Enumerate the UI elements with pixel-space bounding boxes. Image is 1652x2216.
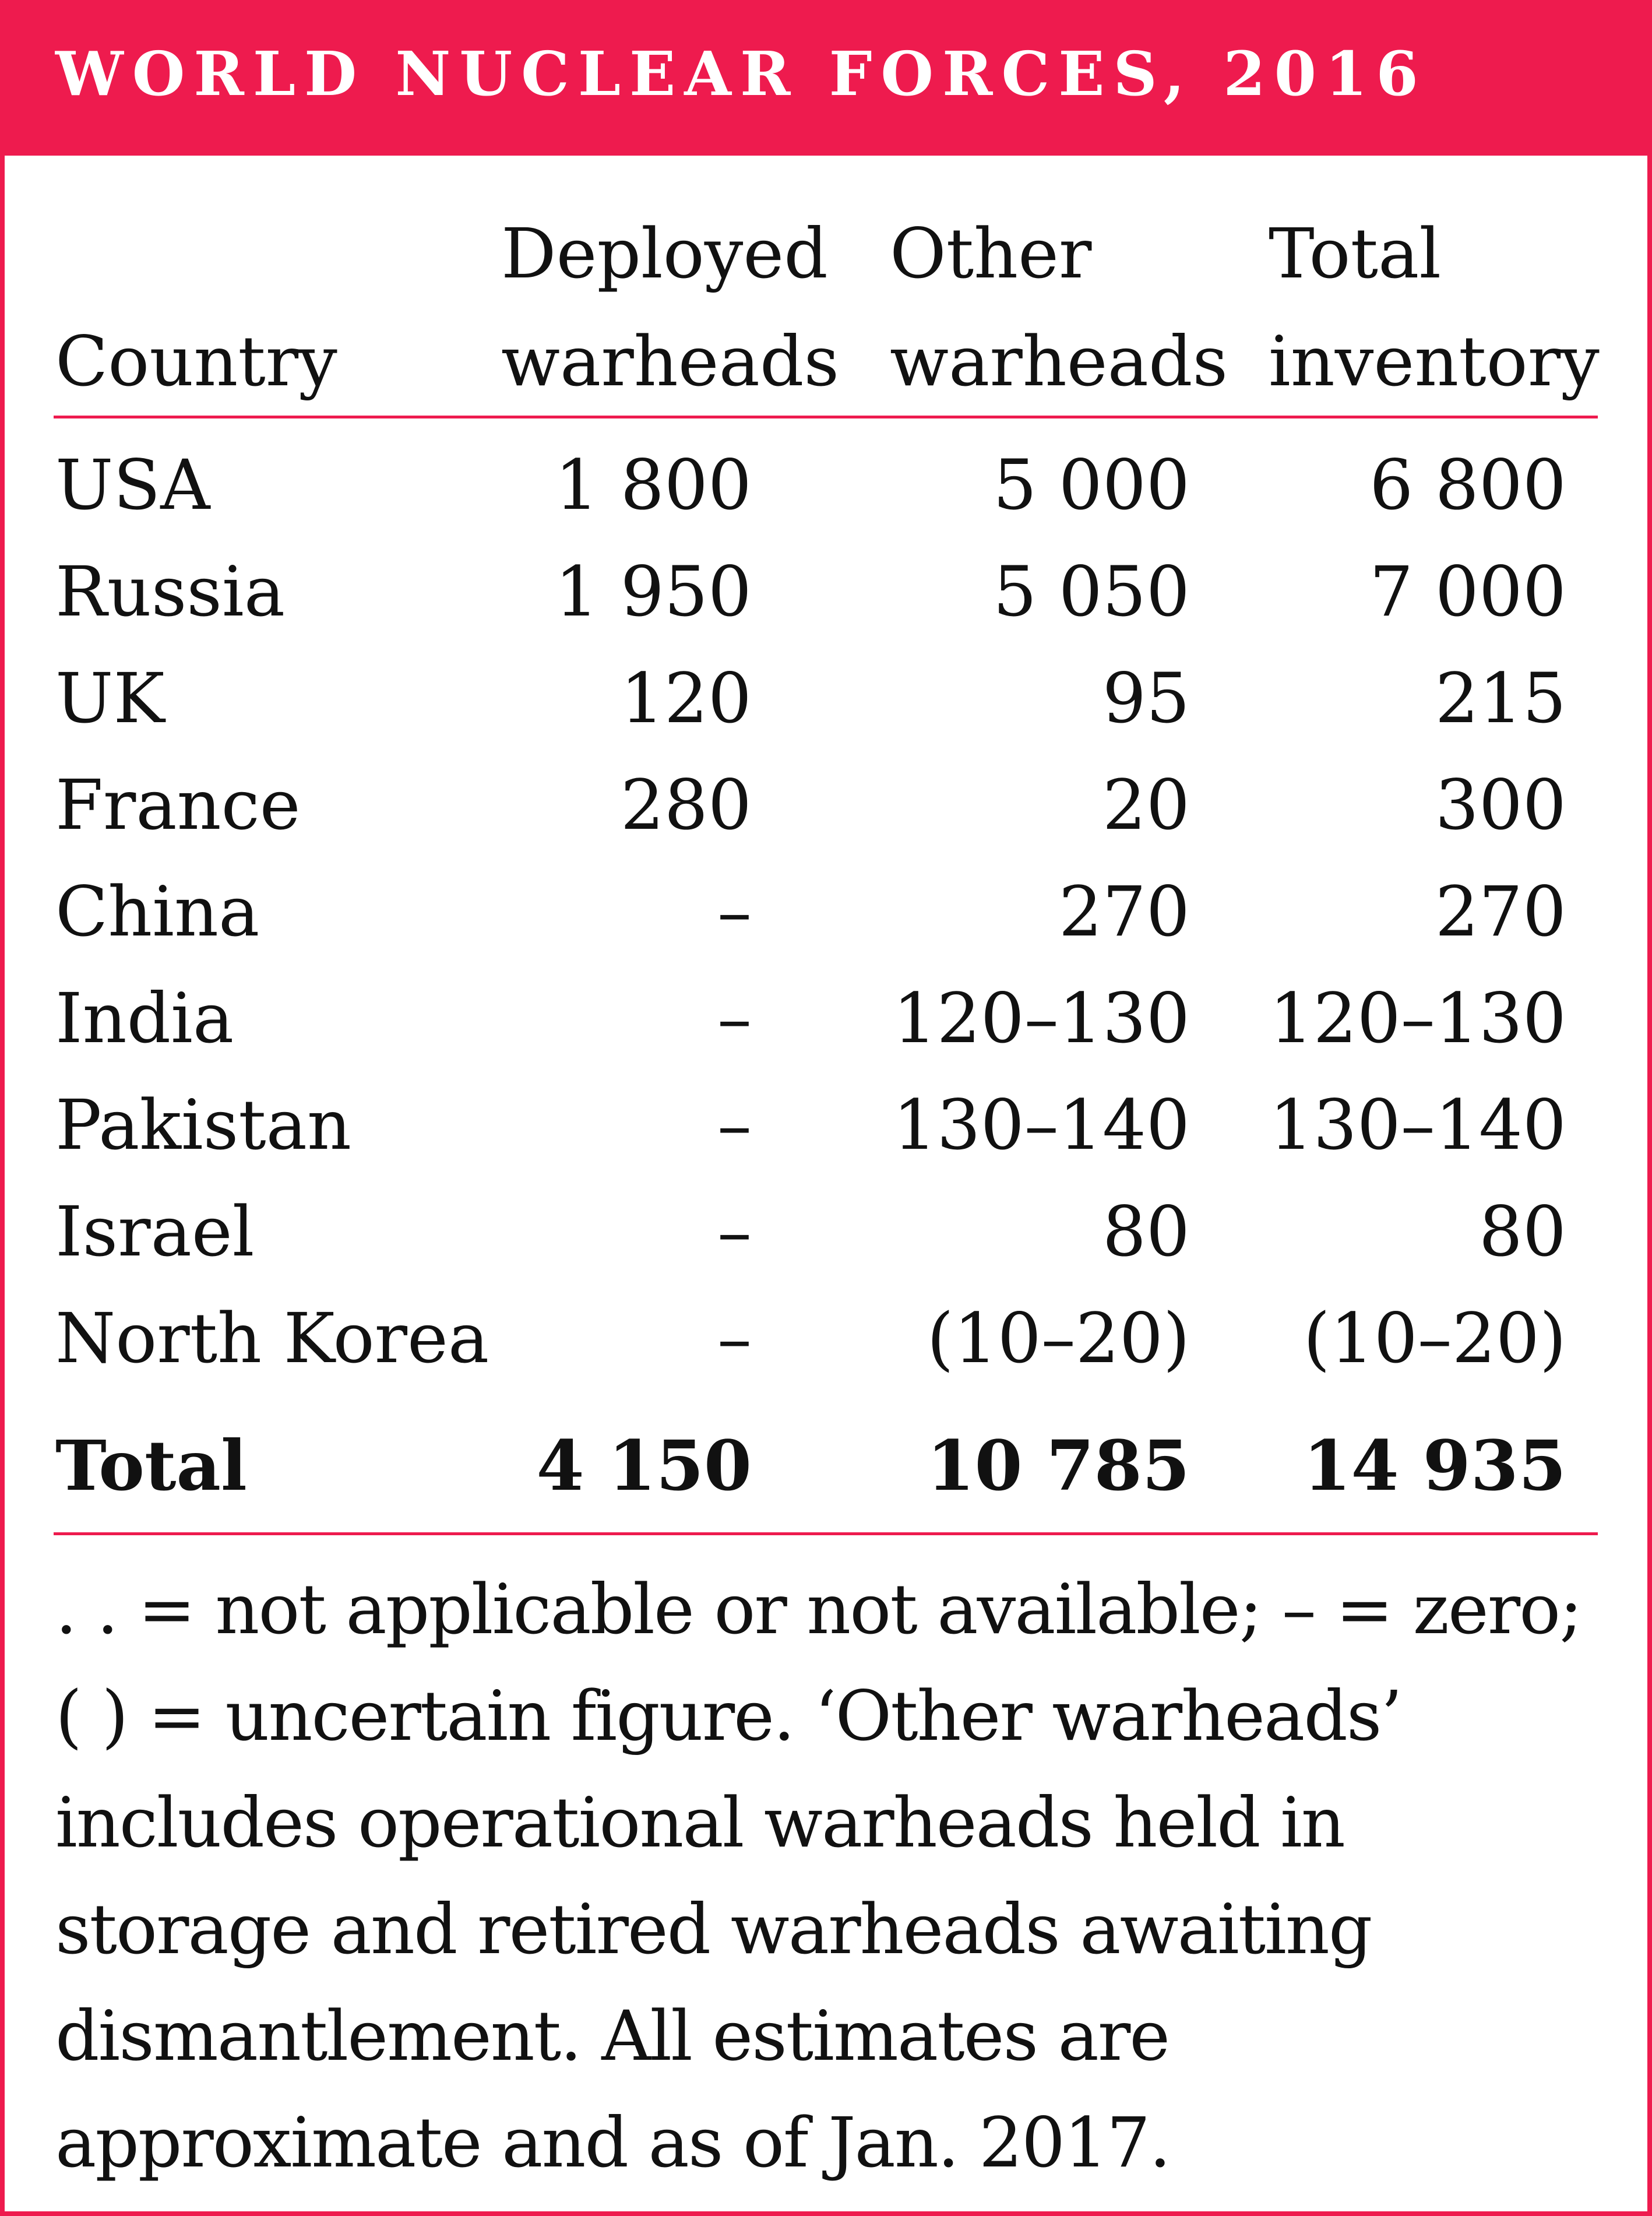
- country-cell: China: [55, 871, 260, 952]
- deployed-cell: 1 800: [555, 445, 752, 525]
- totals-other: 10 785: [927, 1425, 1190, 1506]
- footnote: [55, 1556, 1581, 2196]
- footnote-line: includes operational warheads held in: [55, 1782, 1344, 1863]
- country-cell: India: [55, 978, 234, 1058]
- totals-deployed: 4 150: [536, 1425, 752, 1506]
- country-cell: Israel: [55, 1191, 255, 1272]
- country-cell: UK: [55, 658, 165, 738]
- deployed-cell: –: [717, 1085, 752, 1165]
- total-cell: 6 800: [1369, 445, 1566, 525]
- deployed-cell: 120: [620, 658, 752, 738]
- header-total-line1: Total: [1269, 213, 1442, 294]
- footnote-line: ( ) = uncertain figure. ‘Other warheads’: [55, 1676, 1401, 1756]
- total-cell: 80: [1478, 1191, 1566, 1272]
- deployed-cell: –: [717, 1298, 752, 1378]
- country-cell: France: [55, 765, 301, 845]
- country-cell: USA: [55, 445, 210, 525]
- title-bar: [0, 0, 1652, 156]
- footer-divider: [54, 1532, 1598, 1535]
- other-cell: 120–130: [893, 978, 1190, 1058]
- deployed-cell: –: [717, 978, 752, 1058]
- header-other-line2: warheads: [890, 321, 1228, 402]
- country-cell: Pakistan: [55, 1085, 352, 1165]
- total-cell: 120–130: [1269, 978, 1566, 1058]
- footnote-line: dismantlement. All estimates are: [55, 1996, 1170, 2076]
- header-deployed-line1: Deployed: [501, 213, 828, 294]
- other-cell: 95: [1102, 658, 1190, 738]
- header-deployed-line2: warheads: [501, 321, 840, 402]
- country-cell: Russia: [55, 551, 286, 632]
- totals-total: 14 935: [1303, 1425, 1566, 1506]
- other-cell: (10–20): [927, 1298, 1190, 1378]
- other-cell: 130–140: [893, 1085, 1190, 1165]
- footnote-line: storage and retired warheads awaiting: [55, 1889, 1372, 1969]
- footnote-line: . . = not applicable or not available; – = zero;: [55, 1569, 1581, 1649]
- deployed-cell: –: [717, 871, 752, 952]
- total-cell: (10–20): [1303, 1298, 1566, 1378]
- header-divider: [54, 416, 1598, 418]
- table-title: WORLD NUCLEAR FORCES, 2016: [55, 38, 1427, 110]
- total-cell: 270: [1435, 871, 1566, 952]
- other-cell: 270: [1058, 871, 1190, 952]
- totals-label: Total: [55, 1425, 247, 1506]
- footnote-line: approximate and as of Jan. 2017.: [55, 2102, 1170, 2183]
- header-country: Country: [55, 321, 337, 402]
- other-cell: 5 050: [993, 551, 1190, 632]
- deployed-cell: 280: [620, 765, 752, 845]
- total-cell: 215: [1435, 658, 1566, 738]
- country-cell: North Korea: [55, 1298, 489, 1378]
- total-cell: 130–140: [1269, 1085, 1566, 1165]
- other-cell: 5 000: [993, 445, 1190, 525]
- other-cell: 20: [1102, 765, 1190, 845]
- header-other-line1: Other: [890, 213, 1092, 294]
- total-cell: 7 000: [1369, 551, 1566, 632]
- deployed-cell: 1 950: [555, 551, 752, 632]
- header-total-line2: inventory: [1269, 321, 1600, 402]
- other-cell: 80: [1102, 1191, 1190, 1272]
- total-cell: 300: [1435, 765, 1566, 845]
- deployed-cell: –: [717, 1191, 752, 1272]
